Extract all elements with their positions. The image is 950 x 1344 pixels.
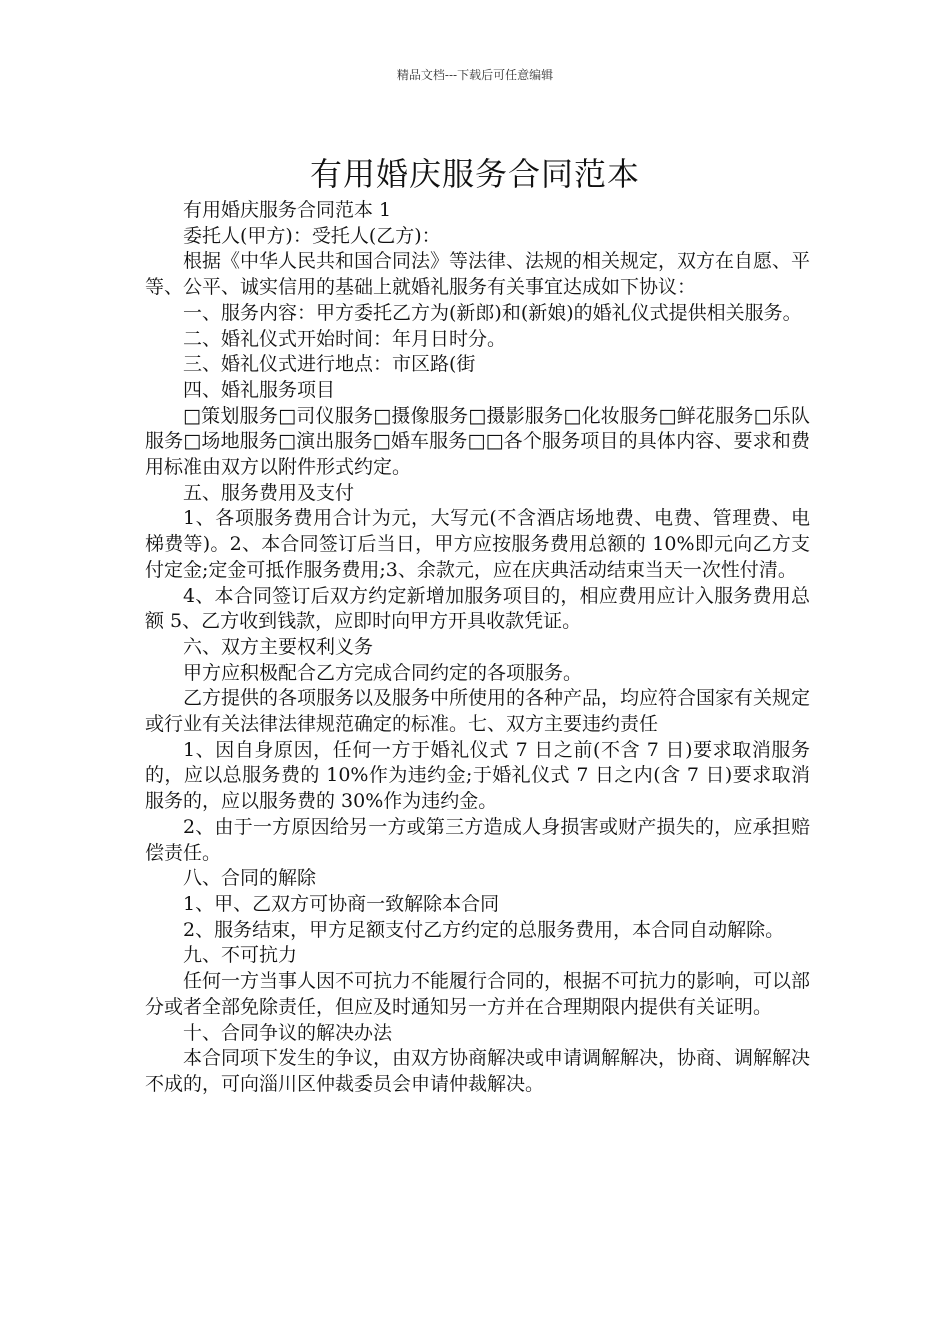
paragraph: 2、由于一方原因给另一方或第三方造成人身损害或财产损失的，应承担赔偿责任。 [145,815,810,864]
paragraph: 十、合同争议的解决办法 [183,1021,393,1044]
paragraph: 乙方提供的各项服务以及服务中所使用的各种产品，均应符合国家有关规定或行业有关法律法律规范确定的标准。七、双方主要违约责任 [145,687,811,736]
document-body [145,198,810,1098]
paragraph: 4、本合同签订后双方约定新增加服务项目的，相应费用应计入服务费用总额 5、乙方收到钱款，应即时向甲方开具收款凭证。 [145,584,810,633]
paragraph: 甲方应积极配合乙方完成合同约定的各项服务。 [183,661,583,684]
paragraph: 二、婚礼仪式开始时间：年月日时分。 [183,327,507,350]
paragraph: 1、甲、乙双方可协商一致解除本合同 [183,892,500,915]
header-note: 精品文档---下载后可任意编辑 [396,68,554,82]
paragraph: 九、不可抗力 [183,944,298,967]
paragraph: 任何一方当事人因不可抗力不能履行合同的，根据不可抗力的影响，可以部分或者全部免除责任，但应及时通知另一方并在合理期限内提供有关证明。 [145,970,811,1018]
paragraph: 有用婚庆服务合同范本 1 [183,199,392,221]
paragraph: 六、双方主要权利义务 [183,635,374,658]
paragraph: 1、因自身原因，任何一方于婚礼仪式 7 日之前(不含 7 日)要求取消服务的，应以总服务费的 10%作为违约金;于婚礼仪式 7 日之内(含 7 日)要求取消服务的，应以服务费的 30%作为违约金。 [145,738,810,813]
paragraph: 四、婚礼服务项目 [183,378,336,401]
paragraph: 本合同项下发生的争议，由双方协商解决或申请调解解决，协商、调解解决不成的，可向淄川区仲裁委员会申请仲裁解决。 [145,1047,811,1095]
paragraph: 2、服务结束，甲方足额支付乙方约定的总服务费用，本合同自动解除。 [183,918,785,941]
document-title: 有用婚庆服务合同范本 [309,155,640,194]
paragraph: 1、各项服务费用合计为元，大写元(不含酒店场地费、电费、管理费、电梯费等)。2、本合同签订后当日，甲方应按服务费用总额的 10%即元向乙方支付定金;定金可抵作服务费用;3、余款元，应在庆典活动结束当天一次性付清。 [145,507,810,581]
paragraph: □策划服务□司仪服务□摄像服务□摄影服务□化妆服务□鲜花服务□乐队服务□场地服务□演出服务□婚车服务□□各个服务项目的具体内容、要求和费用标准由双方以附件形式约定。 [145,404,810,479]
paragraph: 五、服务费用及支付 [183,481,355,504]
paragraph: 委托人(甲方)：受托人(乙方)： [183,224,441,247]
paragraph: 根据《中华人民共和国合同法》等法律、法规的相关规定，双方在自愿、平等、公平、诚实信用的基础上就婚礼服务有关事宜达成如下协议： [145,250,811,299]
paragraph: 八、合同的解除 [183,867,317,890]
paragraph: 一、服务内容：甲方委托乙方为(新郎)和(新娘)的婚礼仪式提供相关服务。 [183,301,802,324]
paragraph: 三、婚礼仪式进行地点：市区路(街 [183,353,476,376]
